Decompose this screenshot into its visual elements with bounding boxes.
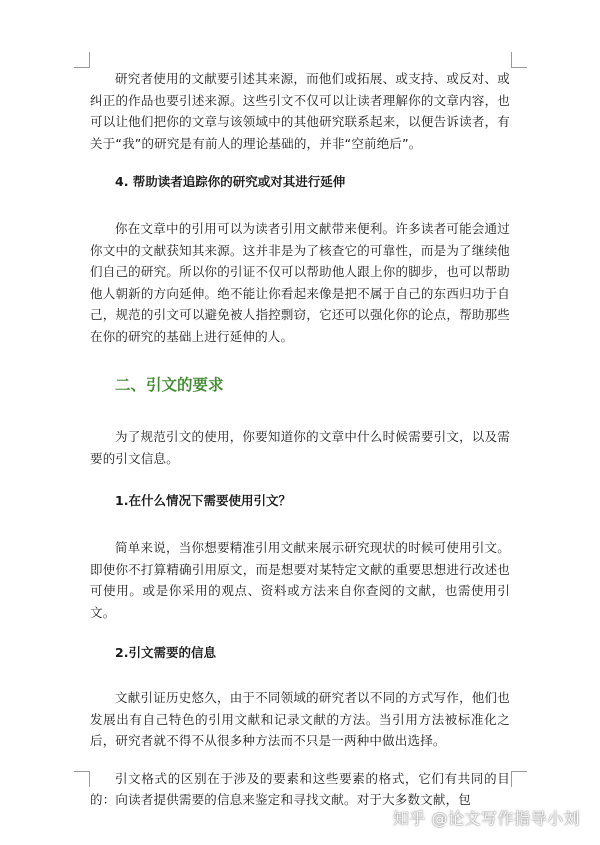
paragraph: 研究者使用的文献要引述其来源，而他们或拓展、或支持、或反对、或纠正的作品也要引述来源。这些引文不仅可以让读者理解你的文章内容，也可以让他们把你的文章与该领域中的其他研究联系起来，以便告诉读者，有关于“我”的研究是有前人的理论基础的，并非“空前绝后”。 [90,71,510,151]
paragraph: 文献引证历史悠久，由于不同领域的研究者以不同的方式写作，他们也发展出有自己特色的引用文献和记录文献的方法。当引用方法被标准化之后，研究者就不得不从很多种方法而不只是一两种中做出选择。 [90,690,510,748]
crop-mark [89,52,90,68]
paragraph: 简单来说，当你想要精准引用文献来展示研究现状的时候可使用引文。即使你不打算精确引用原文，而是想要对某特定文献的重要思想进行改述也可使用。或是你采用的观点、资料或方法来自你查阅的文献，也需使用引文。 [90,540,510,620]
paragraph: 为了规范引文的使用，你要知道你的文章中什么时候需要引文，以及需要的引文信息。 [90,429,510,466]
subheading: 2.引文需要的信息 [115,645,216,660]
subheading: 4. 帮助读者追踪你的研究或对其进行延伸 [115,174,346,189]
subheading: 1.在什么情况下需要使用引文？ [115,493,291,508]
crop-mark [511,771,527,772]
watermark: 知乎 @论文写作指导小刘 [392,809,580,828]
paragraph: 你在文章中的引用可以为读者引用文献带来便利。许多读者可能会通过你文中的文献获知其来源。这并非是为了核查它的可靠性，而是为了继续他们自己的研究。所以你的引证不仅可以帮助他人跟上你的脚步，也可以帮助他人朝新的方向延伸。绝不能让你看起来像是把不属于自己的东西归功于自己，规范的引文可以避免被人指控剽窃，它还可以强化你的论点，帮助那些在你的研究的基础上进行延伸的人。 [90,221,510,344]
paragraph: 引文格式的区别在于涉及的要素和这些要素的格式，它们有共同的目的：向读者提供需要的信息来鉴定和寻找文献。对于大多数文献，包 [90,770,510,807]
crop-mark [511,52,512,68]
crop-mark [511,771,512,787]
crop-mark [74,67,90,68]
crop-mark [74,771,90,772]
crop-mark [511,67,527,68]
section-heading: 二、引文的要求 [115,376,224,394]
document-body [90,68,510,811]
